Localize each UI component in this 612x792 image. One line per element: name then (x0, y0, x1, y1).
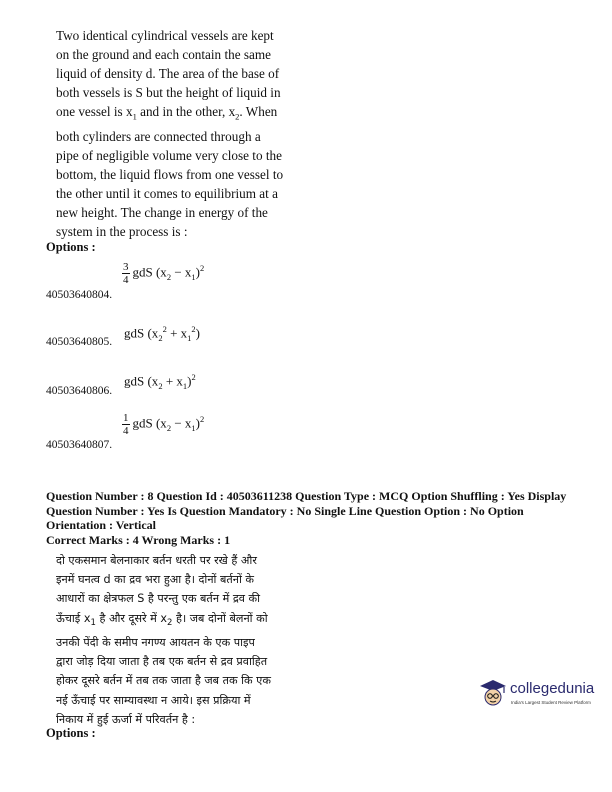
question-line: bottom, the liquid flows from one vessel to (56, 166, 284, 182)
option-formula-2[interactable]: gdS $(x_2^2 + x_1^2)$ (124, 324, 200, 343)
question-line: निकाय में हुई ऊर्जा में परिवर्तन है : (56, 712, 196, 726)
option-id-3: 40503640806. (46, 385, 113, 397)
option-formula-1[interactable]: $\frac{3}{4}$ gdS $(x_2 - x_1)^2$ (123, 261, 205, 286)
marks-line: Correct Marks : 4 Wrong Marks : 1 (46, 532, 231, 547)
question-line: one vessel is $x_1$ and in the other, $x_2$. When (56, 104, 278, 122)
question-line: दो एकसमान बेलनाकार बर्तन धरती पर रखे हैं और (56, 554, 257, 567)
option-id-1: 40503640804. (46, 289, 113, 301)
question-line: both vessels is S but the height of liquid in (56, 85, 281, 100)
fraction: $\frac{1}{4}$ (123, 412, 129, 437)
question-line: both cylinders are connected through a (56, 128, 261, 144)
question-line: इनमें घनत्व d का द्रव भरा हुआ है। दोनों बर्तनों के (56, 573, 255, 587)
question-line: pipe of negligible volume very close to the (56, 147, 282, 163)
question-text-hindi (56, 551, 310, 729)
fraction: $\frac{3}{4}$ (123, 261, 129, 286)
question-line: Two identical cylindrical vessels are kept (56, 28, 274, 43)
option-formula-4[interactable]: $\frac{1}{4}$ gdS $(x_2 - x_1)^2$ (123, 412, 205, 437)
logo-tagline: India's Largest Student Review Platform (511, 700, 591, 705)
question-line: system in the process is : (56, 223, 188, 239)
question-text-english (56, 26, 298, 241)
options-label: Options : (46, 240, 96, 254)
question-line: new height. The change in energy of the (56, 204, 268, 220)
question-line: ऊँचाई $x_1$ है और दूसरे में $x_2$ है। जब दोनों बेलनों को (56, 611, 268, 628)
question-line: उनकी पेंदी के समीप नगण्य आयतन के एक पाइप (56, 636, 255, 650)
question-line: the other until it comes to equilibrium at a (56, 185, 278, 201)
option-id-2: 40503640805. (46, 336, 113, 348)
question-line: द्वारा जोड़ दिया जाता है तब एक बर्तन से द्रव प्रवाहित (56, 655, 268, 669)
options-label-2: Options : (46, 726, 96, 740)
question-line: आधारों का क्षेत्रफल S है परन्तु एक बर्तन में द्रव की (56, 592, 261, 606)
question-line: on the ground and each contain the same (56, 47, 271, 62)
question-line: होकर दूसरे बर्तन में तब तक जाता है जब तक कि एक (56, 674, 271, 688)
option-formula-3[interactable]: gdS $(x_2 + x_1)^2$ (124, 372, 196, 391)
option-id-4: 40503640807. (46, 439, 113, 451)
collegedunia-logo (478, 676, 600, 712)
question-line: liquid of density d. The area of the base of (56, 66, 280, 81)
metadata-line: Orientation : Vertical (46, 518, 156, 533)
logo-name: collegedunia (510, 680, 595, 697)
graduate-mascot-icon (478, 678, 508, 708)
metadata-line: Question Number : 8 Question Id : 40503611238 Question Type : MCQ Option Shuffling : Yes Display (46, 489, 567, 503)
question-line: नई ऊँचाई पर साम्यावस्था न आये। इस प्रक्रिया में (56, 693, 251, 707)
question-metadata (46, 489, 586, 547)
metadata-line: Question Number : Yes Is Question Mandatory : No Single Line Question Option : No Option (46, 503, 524, 518)
